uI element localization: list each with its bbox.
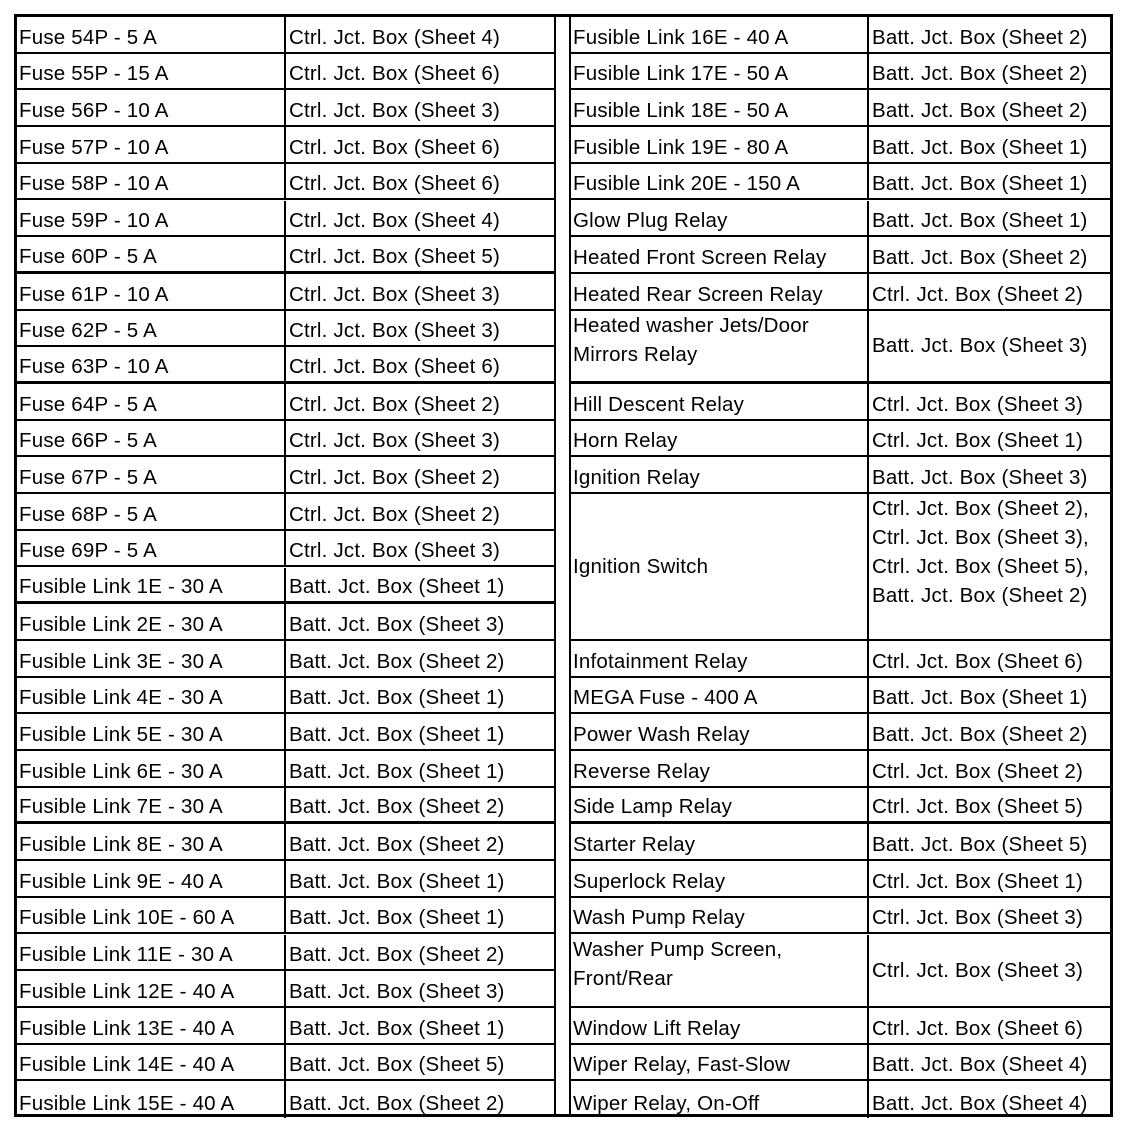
item-cell (19, 935, 233, 970)
item-cell-text: Fusible Link 10E - 60 A (19, 906, 235, 930)
location-cell-text: Batt. Jct. Box (Sheet 1) (289, 1016, 505, 1040)
location-cell-text: Ctrl. Jct. Box (Sheet 6) (872, 649, 1084, 673)
table-row (17, 641, 554, 678)
table-row (17, 935, 554, 972)
location-cell-text: Batt. Jct. Box (Sheet 1) (289, 906, 505, 930)
location-cell-text: Ctrl. Jct. Box (Sheet 6) (872, 1016, 1084, 1040)
location-line: Ctrl. Jct. Box (Sheet 3), (872, 526, 1089, 550)
item-cell (19, 751, 223, 786)
item-cell (573, 788, 732, 822)
location-cell-text: Batt. Jct. Box (Sheet 3) (289, 979, 505, 1003)
table-row (571, 678, 1113, 715)
location-cell-text: Ctrl. Jct. Box (Sheet 2) (872, 282, 1084, 306)
location-cell-text: Ctrl. Jct. Box (Sheet 3) (289, 539, 501, 563)
location-cell (867, 274, 1113, 309)
item-cell-text: Fusible Link 20E - 150 A (573, 172, 801, 196)
item-cell (573, 494, 708, 639)
table-row (571, 164, 1113, 201)
item-cell (573, 237, 826, 272)
location-cell (284, 898, 554, 933)
item-cell (573, 201, 728, 236)
location-cell-text: Batt. Jct. Box (Sheet 1) (872, 686, 1088, 710)
location-cell-text: Batt. Jct. Box (Sheet 2) (872, 99, 1088, 123)
table-row (571, 714, 1113, 751)
item-cell (573, 384, 744, 419)
item-cell (19, 274, 169, 309)
item-cell-text: Heated washer Jets/Door Mirrors Relay (573, 313, 809, 366)
item-cell (573, 1045, 790, 1080)
location-cell-text: Ctrl. Jct. Box (Sheet 2) (872, 759, 1084, 783)
location-line: Ctrl. Jct. Box (Sheet 2), (872, 497, 1089, 521)
location-cell-text: Ctrl. Jct. Box (Sheet 1) (872, 869, 1084, 893)
location-cell (284, 714, 554, 749)
item-cell-text: Fusible Link 5E - 30 A (19, 722, 223, 746)
item-cell-text: Fusible Link 19E - 80 A (573, 135, 789, 159)
location-cell-text: Batt. Jct. Box (Sheet 3) (872, 334, 1088, 358)
item-cell-text: Ignition Switch (573, 554, 709, 578)
location-cell (867, 1045, 1113, 1080)
location-cell-text: Batt. Jct. Box (Sheet 2) (872, 62, 1088, 86)
item-cell-text: Fuse 68P - 5 A (19, 502, 158, 526)
item-cell-text: Heated Front Screen Relay (573, 245, 827, 269)
item-cell-text: Ignition Relay (573, 466, 701, 490)
location-cell (284, 824, 554, 859)
table-row (571, 494, 1113, 641)
location-cell (867, 678, 1113, 713)
location-cell (284, 237, 554, 271)
item-cell-text: Reverse Relay (573, 759, 711, 783)
item-cell (19, 127, 169, 162)
fuse-location-table (14, 14, 1113, 1117)
location-cell (867, 384, 1113, 419)
location-cell-text: Batt. Jct. Box (Sheet 2) (289, 795, 505, 819)
table-row (17, 494, 554, 531)
item-cell (573, 17, 788, 52)
location-cell (284, 201, 554, 236)
location-cell (284, 494, 554, 529)
location-cell (284, 1081, 554, 1118)
table-row (17, 898, 554, 935)
item-cell-text: Glow Plug Relay (573, 209, 728, 233)
table-row (17, 311, 554, 348)
item-cell-text: Fuse 56P - 10 A (19, 99, 169, 123)
table-row (571, 1081, 1113, 1118)
table-row (17, 604, 554, 641)
item-cell (573, 824, 695, 859)
item-cell-text: Fuse 63P - 10 A (19, 354, 169, 378)
table-row (571, 384, 1113, 421)
table-row (17, 127, 554, 164)
table-row (17, 201, 554, 238)
item-cell-text: Fusible Link 3E - 30 A (19, 649, 223, 673)
item-cell (19, 201, 169, 236)
table-row (17, 861, 554, 898)
table-row (17, 531, 554, 568)
item-cell-text: Side Lamp Relay (573, 795, 733, 819)
item-cell (573, 1008, 740, 1043)
item-cell-text: Window Lift Relay (573, 1016, 741, 1040)
location-cell-text: Batt. Jct. Box (Sheet 1) (289, 686, 505, 710)
item-cell-text: Fusible Link 4E - 30 A (19, 686, 223, 710)
table-row (571, 201, 1113, 238)
item-cell-text: Fuse 61P - 10 A (19, 282, 169, 306)
table-row (571, 824, 1113, 861)
location-cell (867, 494, 1113, 639)
item-cell (573, 127, 788, 162)
item-cell-text: Fusible Link 12E - 40 A (19, 979, 235, 1003)
item-cell-text: Fusible Link 11E - 30 A (19, 943, 233, 967)
location-cell (284, 421, 554, 456)
table-row (17, 274, 554, 311)
item-cell-text: Fusible Link 13E - 40 A (19, 1016, 235, 1040)
item-cell-text: Fuse 64P - 5 A (19, 392, 158, 416)
location-cell-text: Ctrl. Jct. Box (Sheet 3) (289, 319, 501, 343)
location-cell-text: Batt. Jct. Box (Sheet 2) (289, 943, 505, 967)
location-cell-text: Batt. Jct. Box (Sheet 3) (289, 612, 505, 636)
location-cell (284, 127, 554, 162)
location-cell-text: Ctrl. Jct. Box (Sheet 5) (289, 244, 501, 268)
location-cell (284, 384, 554, 419)
item-cell-text: Washer Pump Screen, Front/Rear (573, 937, 783, 990)
item-cell-text: Fuse 54P - 5 A (19, 25, 158, 49)
location-cell (867, 824, 1113, 859)
table-row (17, 347, 554, 384)
location-cell-text: Ctrl. Jct. Box (Sheet 4) (289, 25, 501, 49)
location-cell (284, 54, 554, 89)
table-row (17, 164, 554, 201)
location-cell (867, 90, 1113, 125)
item-cell-text: Fuse 69P - 5 A (19, 539, 158, 563)
location-cell-text: Batt. Jct. Box (Sheet 1) (872, 172, 1088, 196)
location-cell-text: Batt. Jct. Box (Sheet 2) (872, 245, 1088, 269)
location-cell-text: Ctrl. Jct. Box (Sheet 2) (289, 392, 501, 416)
location-cell (867, 714, 1113, 749)
location-cell (867, 935, 1113, 1006)
location-cell-text: Batt. Jct. Box (Sheet 2) (289, 1091, 505, 1115)
location-cell (867, 237, 1113, 272)
item-cell-text: Infotainment Relay (573, 649, 748, 673)
location-cell (867, 17, 1113, 52)
item-cell-text: Fuse 55P - 15 A (19, 62, 169, 86)
table-row (17, 568, 554, 605)
location-cell-text: Batt. Jct. Box (Sheet 5) (289, 1053, 505, 1077)
item-cell (19, 531, 157, 566)
item-cell-text: MEGA Fuse - 400 A (573, 686, 758, 710)
location-cell (284, 531, 554, 566)
location-cell (867, 641, 1113, 676)
item-cell (19, 311, 157, 346)
item-cell-text: Horn Relay (573, 429, 678, 453)
location-cell (867, 164, 1113, 199)
location-cell (284, 90, 554, 125)
item-cell-text: Superlock Relay (573, 869, 726, 893)
location-cell (867, 898, 1113, 933)
location-cell (284, 17, 554, 52)
item-cell-text: Fusible Link 8E - 30 A (19, 833, 223, 857)
location-cell-text: Ctrl. Jct. Box (Sheet 2) (289, 502, 501, 526)
table-row (571, 1008, 1113, 1045)
table-row (17, 1008, 554, 1045)
location-cell-text: Ctrl. Jct. Box (Sheet 3) (289, 99, 501, 123)
table-row (571, 90, 1113, 127)
location-cell-text: Ctrl. Jct. Box (Sheet 6) (289, 172, 501, 196)
item-cell-text: Hill Descent Relay (573, 392, 745, 416)
location-cell (284, 311, 554, 346)
item-cell (573, 898, 745, 933)
item-cell-text: Wash Pump Relay (573, 906, 745, 930)
item-cell (573, 421, 678, 456)
location-cell (867, 311, 1113, 381)
location-cell-text: Batt. Jct. Box (Sheet 2) (289, 649, 505, 673)
location-cell (867, 1081, 1113, 1118)
item-cell-text: Fusible Link 18E - 50 A (573, 99, 789, 123)
item-cell (19, 714, 223, 749)
item-cell-text: Fusible Link 2E - 30 A (19, 612, 223, 636)
location-cell (284, 457, 554, 492)
item-cell-text: Fusible Link 16E - 40 A (573, 25, 789, 49)
location-cell (284, 788, 554, 822)
item-cell-text: Fusible Link 7E - 30 A (19, 795, 223, 819)
item-cell-text: Fuse 60P - 5 A (19, 244, 158, 268)
item-cell-text: Fuse 62P - 5 A (19, 319, 158, 343)
location-cell-text: Batt. Jct. Box (Sheet 4) (872, 1091, 1088, 1115)
location-cell-text: Batt. Jct. Box (Sheet 3) (872, 466, 1088, 490)
item-cell (573, 751, 710, 786)
item-cell-text: Fuse 57P - 10 A (19, 135, 169, 159)
table-row (17, 824, 554, 861)
item-cell-text: Fuse 66P - 5 A (19, 429, 158, 453)
location-cell-text: Ctrl. Jct. Box (Sheet 3) (872, 392, 1084, 416)
table-row (571, 935, 1113, 1008)
item-cell-text: Power Wash Relay (573, 722, 750, 746)
item-cell (19, 384, 157, 419)
location-cell-text: Batt. Jct. Box (Sheet 2) (289, 833, 505, 857)
item-cell (19, 90, 169, 125)
item-cell (573, 311, 863, 381)
item-cell-text: Fusible Link 17E - 50 A (573, 62, 789, 86)
location-cell-text: Batt. Jct. Box (Sheet 1) (289, 575, 505, 599)
table-row (17, 237, 554, 274)
location-cell-text: Ctrl. Jct. Box (Sheet 6) (289, 62, 501, 86)
table-row (17, 384, 554, 421)
location-cell (284, 935, 554, 970)
location-line: Batt. Jct. Box (Sheet 2) (872, 584, 1088, 608)
table-row (17, 714, 554, 751)
location-cell (867, 54, 1113, 89)
item-cell (19, 971, 234, 1006)
location-cell-text: Batt. Jct. Box (Sheet 4) (872, 1053, 1088, 1077)
item-cell (573, 678, 758, 713)
table-row (571, 898, 1113, 935)
location-line: Ctrl. Jct. Box (Sheet 5), (872, 555, 1089, 579)
location-cell-text: Ctrl. Jct. Box (Sheet 3) (872, 906, 1084, 930)
item-cell (19, 604, 223, 639)
table-row (17, 17, 554, 54)
item-cell (19, 457, 157, 492)
item-cell (19, 237, 157, 271)
table-row (17, 971, 554, 1008)
table-row (17, 788, 554, 825)
item-cell-text: Fusible Link 6E - 30 A (19, 759, 223, 783)
item-cell (19, 1045, 234, 1080)
location-cell (867, 421, 1113, 456)
item-cell (19, 54, 169, 89)
table-row (17, 678, 554, 715)
location-cell-text: Ctrl. Jct. Box (Sheet 6) (289, 354, 501, 378)
item-cell-text: Starter Relay (573, 833, 696, 857)
location-cell-text: Batt. Jct. Box (Sheet 1) (289, 722, 505, 746)
location-cell (284, 1045, 554, 1080)
location-cell-text: Ctrl. Jct. Box (Sheet 2) (289, 466, 501, 490)
location-cell (284, 678, 554, 713)
table-row (571, 17, 1113, 54)
table-row (571, 751, 1113, 788)
item-cell (19, 17, 157, 52)
location-cell (867, 201, 1113, 236)
item-cell (573, 90, 788, 125)
location-cell-text: Ctrl. Jct. Box (Sheet 5) (872, 795, 1084, 819)
table-row (571, 127, 1113, 164)
table-row (17, 421, 554, 458)
item-cell (19, 824, 223, 859)
location-cell-text: Batt. Jct. Box (Sheet 1) (872, 135, 1088, 159)
table-row (571, 54, 1113, 91)
location-cell (867, 1008, 1113, 1043)
item-cell (19, 1008, 234, 1043)
item-cell (19, 1081, 234, 1118)
table-row (17, 457, 554, 494)
item-cell (19, 861, 223, 896)
table-row (571, 237, 1113, 274)
item-cell (19, 494, 157, 529)
location-cell-text: Ctrl. Jct. Box (Sheet 4) (289, 209, 501, 233)
item-cell-text: Wiper Relay, On-Off (573, 1091, 760, 1115)
item-cell (573, 54, 788, 89)
item-cell-text: Fuse 67P - 5 A (19, 466, 158, 490)
item-cell-text: Fuse 59P - 10 A (19, 209, 169, 233)
item-cell-text: Fusible Link 9E - 40 A (19, 869, 223, 893)
location-cell-text: Ctrl. Jct. Box (Sheet 3) (872, 958, 1084, 982)
location-cell (284, 164, 554, 199)
table-row (571, 788, 1113, 825)
table-row (571, 457, 1113, 494)
location-cell-text: Ctrl. Jct. Box (Sheet 1) (872, 429, 1084, 453)
location-cell (284, 861, 554, 896)
location-cell-text: Ctrl. Jct. Box (Sheet 6) (289, 135, 501, 159)
item-cell-text: Fusible Link 1E - 30 A (19, 575, 223, 599)
item-cell-text: Wiper Relay, Fast-Slow (573, 1053, 791, 1077)
table-row (17, 751, 554, 788)
location-cell (284, 347, 554, 381)
item-cell (19, 568, 223, 602)
item-cell (19, 164, 169, 199)
item-cell (573, 274, 823, 309)
item-cell (573, 714, 750, 749)
table-row (571, 311, 1113, 384)
item-cell (573, 457, 700, 492)
table-row (571, 421, 1113, 458)
location-cell-text: Batt. Jct. Box (Sheet 1) (872, 209, 1088, 233)
location-cell (284, 604, 554, 639)
location-cell (284, 971, 554, 1006)
item-cell-text: Fusible Link 14E - 40 A (19, 1053, 235, 1077)
item-cell-text: Fusible Link 15E - 40 A (19, 1091, 235, 1115)
item-cell-text: Heated Rear Screen Relay (573, 282, 823, 306)
table-row (571, 274, 1113, 311)
location-cell (284, 274, 554, 309)
table-row (17, 90, 554, 127)
table-row (17, 1045, 554, 1082)
column-gutter (554, 17, 571, 1114)
location-cell-text: Ctrl. Jct. Box (Sheet 3) (289, 282, 501, 306)
location-cell-text: Batt. Jct. Box (Sheet 2) (872, 25, 1088, 49)
item-cell-text: Fuse 58P - 10 A (19, 172, 169, 196)
location-cell (284, 568, 554, 602)
location-cell (867, 127, 1113, 162)
item-cell (573, 641, 748, 676)
table-row (571, 1045, 1113, 1082)
item-cell (19, 898, 234, 933)
item-cell (19, 678, 223, 713)
location-cell (867, 861, 1113, 896)
table-row (571, 641, 1113, 678)
item-cell (573, 1081, 759, 1118)
location-cell-text: Batt. Jct. Box (Sheet 1) (289, 869, 505, 893)
table-row (17, 1081, 554, 1118)
location-cell-text: Batt. Jct. Box (Sheet 1) (289, 759, 505, 783)
location-cell (284, 641, 554, 676)
table-row (571, 861, 1113, 898)
location-cell (284, 1008, 554, 1043)
table-row (17, 54, 554, 91)
item-cell (573, 164, 800, 199)
item-cell (19, 641, 223, 676)
item-cell (19, 421, 157, 456)
location-cell (867, 751, 1113, 786)
location-cell (867, 788, 1113, 822)
location-cell (284, 751, 554, 786)
location-cell-text: Batt. Jct. Box (Sheet 2) (872, 722, 1088, 746)
item-cell (573, 861, 725, 896)
item-cell (573, 935, 863, 1006)
location-cell-text: Batt. Jct. Box (Sheet 5) (872, 833, 1088, 857)
location-cell-text: Ctrl. Jct. Box (Sheet 3) (289, 429, 501, 453)
item-cell (19, 347, 169, 381)
item-cell (19, 788, 223, 822)
location-cell (867, 457, 1113, 492)
